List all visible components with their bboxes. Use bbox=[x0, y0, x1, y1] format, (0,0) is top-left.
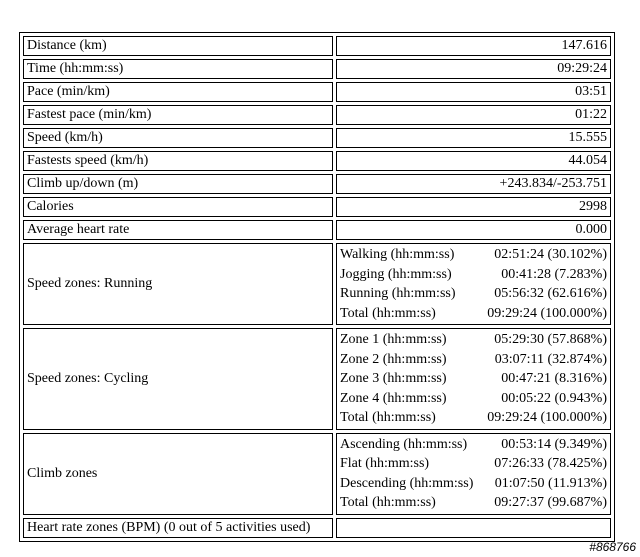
zone-breakdown bbox=[340, 330, 607, 428]
zone-item-value: 03:07:11 (32.874%) bbox=[494, 351, 607, 367]
activity-statistics bbox=[19, 32, 615, 542]
statistics-table bbox=[19, 32, 615, 542]
zone-item bbox=[340, 350, 607, 370]
zone-item-name: Total (hh:mm:ss) bbox=[340, 305, 436, 321]
stat-row bbox=[23, 220, 611, 240]
zone-item-name: Jogging (hh:mm:ss) bbox=[340, 266, 452, 282]
stat-row bbox=[23, 151, 611, 171]
zone-item-value: 02:51:24 (30.102%) bbox=[494, 247, 607, 262]
stat-label: Time (hh:mm:ss) bbox=[23, 59, 333, 79]
watermark: #868766 bbox=[589, 540, 636, 554]
stat-value: 0.000 bbox=[336, 220, 611, 240]
zone-item-value: 05:29:30 (57.868%) bbox=[494, 332, 607, 347]
zone-label: Climb zones bbox=[23, 433, 333, 515]
zone-item bbox=[340, 493, 607, 513]
zone-item bbox=[340, 304, 607, 324]
zone-item bbox=[340, 330, 607, 350]
zone-item-name: Total (hh:mm:ss) bbox=[340, 495, 436, 510]
stat-label: Average heart rate bbox=[23, 220, 333, 240]
stat-row bbox=[23, 174, 611, 194]
zone-label: Speed zones: Cycling bbox=[23, 328, 333, 430]
heart-rate-zones-value bbox=[336, 518, 611, 538]
zone-row bbox=[23, 433, 611, 515]
stat-value: 44.054 bbox=[336, 151, 611, 171]
stat-row bbox=[23, 59, 611, 79]
zone-values bbox=[336, 328, 611, 430]
zone-item-name: Ascending (hh:mm:ss) bbox=[340, 436, 468, 452]
zone-item-value: 00:05:22 (0.943%) bbox=[501, 390, 607, 406]
zone-label: Speed zones: Running bbox=[23, 243, 333, 325]
zone-item-value: 01:07:50 (11.913%) bbox=[494, 475, 607, 491]
zone-item-name: Total (hh:mm:ss) bbox=[340, 410, 436, 425]
zone-item-name: Flat (hh:mm:ss) bbox=[340, 456, 430, 471]
zone-item bbox=[340, 454, 607, 474]
zone-values bbox=[336, 243, 611, 325]
stat-value: 03:51 bbox=[336, 82, 611, 102]
zone-item-value: 00:53:14 (9.349%) bbox=[501, 436, 607, 452]
stat-row bbox=[23, 82, 611, 102]
heart-rate-zones-row bbox=[23, 518, 611, 538]
stat-row bbox=[23, 36, 611, 56]
zone-item-name: Zone 4 (hh:mm:ss) bbox=[340, 390, 447, 406]
zone-item-value: 09:29:24 (100.000%) bbox=[487, 410, 607, 425]
heart-rate-zones-label: Heart rate zones (BPM) (0 out of 5 activities used) bbox=[23, 518, 333, 538]
stat-value: 09:29:24 bbox=[336, 59, 611, 79]
zone-row bbox=[23, 243, 611, 325]
zone-item bbox=[340, 474, 607, 494]
zone-item-value: 00:47:21 (8.316%) bbox=[501, 371, 607, 386]
stat-value: 147.616 bbox=[336, 36, 611, 56]
zone-item-name: Walking (hh:mm:ss) bbox=[340, 247, 455, 262]
zone-breakdown bbox=[340, 245, 607, 323]
stat-label: Distance (km) bbox=[23, 36, 333, 56]
zone-item bbox=[340, 408, 607, 428]
zone-item-name: Zone 3 (hh:mm:ss) bbox=[340, 371, 447, 386]
stat-label: Calories bbox=[23, 197, 333, 217]
zone-item-name: Running (hh:mm:ss) bbox=[340, 286, 456, 301]
zone-item-value: 00:41:28 (7.283%) bbox=[501, 266, 607, 282]
zone-values bbox=[336, 433, 611, 515]
stat-label: Fastests speed (km/h) bbox=[23, 151, 333, 171]
zone-item bbox=[340, 435, 607, 455]
stat-row bbox=[23, 197, 611, 217]
stat-value: 01:22 bbox=[336, 105, 611, 125]
zone-item-name: Zone 1 (hh:mm:ss) bbox=[340, 332, 447, 347]
stat-label: Speed (km/h) bbox=[23, 128, 333, 148]
stat-value: +243.834/-253.751 bbox=[336, 174, 611, 194]
zone-item-name: Zone 2 (hh:mm:ss) bbox=[340, 351, 447, 367]
stat-value: 2998 bbox=[336, 197, 611, 217]
zone-item bbox=[340, 284, 607, 304]
zone-item bbox=[340, 265, 607, 285]
stat-value: 15.555 bbox=[336, 128, 611, 148]
zone-item bbox=[340, 245, 607, 265]
zone-item-value: 07:26:33 (78.425%) bbox=[494, 456, 607, 471]
zone-breakdown bbox=[340, 435, 607, 513]
stat-row bbox=[23, 128, 611, 148]
stat-row bbox=[23, 105, 611, 125]
zone-item-value: 09:27:37 (99.687%) bbox=[494, 495, 607, 510]
zone-item-value: 05:56:32 (62.616%) bbox=[494, 286, 607, 301]
stat-label: Fastest pace (min/km) bbox=[23, 105, 333, 125]
zone-item bbox=[340, 389, 607, 409]
zone-item-value: 09:29:24 (100.000%) bbox=[487, 305, 607, 321]
zone-item bbox=[340, 369, 607, 389]
stat-label: Climb up/down (m) bbox=[23, 174, 333, 194]
stat-label: Pace (min/km) bbox=[23, 82, 333, 102]
zone-row bbox=[23, 328, 611, 430]
zone-item-name: Descending (hh:mm:ss) bbox=[340, 475, 474, 491]
